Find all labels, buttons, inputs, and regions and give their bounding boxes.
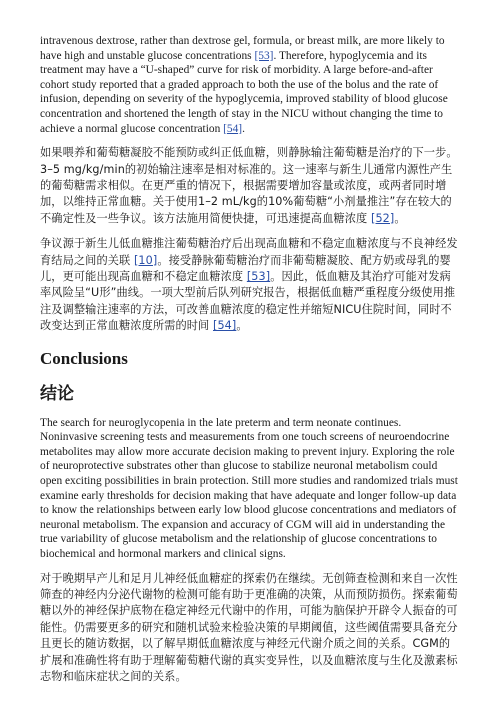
paragraph-zh-2	[40, 236, 460, 334]
citation-link[interactable]: [53]	[254, 49, 274, 62]
text: 争议源于新生儿低血糖推注葡萄糖治疗后出现高血糖和不稳定血糖浓度与不良神经发育结局之间的关联	[40, 237, 458, 267]
citation-link[interactable]: [53]	[246, 270, 271, 283]
text: 如果喂养和葡萄糖凝胶不能预防或纠正低血糖，则静脉输注葡萄糖是治疗的下一步。3–5 mg/kg/min的初始输注速率是相对标准的。这一速率与新生儿通常内源性产生的葡萄糖需求相似。在更严重的情况下，根据需要增加容量或浓度，或两者同时增加，以维持正常血糖。关于使用1–2 mL/kg的10%葡萄糖“小剂量推注”存在较大的不确定性及一些争议。该方法施用简便快捷，可迅速提高血糖浓度	[40, 146, 458, 225]
text: .	[242, 122, 245, 135]
citation-link[interactable]: [52]	[371, 211, 395, 225]
text: 。因此，低血糖及其治疗可能对发病率风险呈“U形”曲线。一项大型前后队列研究报告，根据低血糖严重程度分级使用推注及调整输注速率的方法，可改善血糖浓度的稳定性并缩短NICU住院时间，同时不改变达到正常血糖浓度所需的时间	[40, 270, 456, 333]
text: 。	[236, 319, 248, 333]
paragraph-en-conclusions: The search for neuroglycopenia in the late preterm and term neonate continues. Noninvasive screening tests and measurements from one touch screens of neuroendocrine metabolites may allow more accurate decision making to prevent injury. Exploring the role of neuroprotective substrates other than glucose to stabilize neuronal metabolism could open exciting possibilities in brain protection. Still more studies and randomized trials must examine early thresholds for decision making that have adequate and longer follow-up data to know the relationships between early low blood glucose concentrations and mediators of neuronal metabolism. The expansion and accuracy of CGM will aid in understanding the true variability of glucose metabolism and the relationship of glucose concentrations to biochemical and hormonal markers and clinical signs.	[40, 416, 458, 560]
section-heading-zh: 结论	[40, 383, 74, 404]
paragraph-zh-1	[40, 145, 460, 227]
text: . Therefore, hypoglycemia and its treatment may have a “U-shaped” curve for risk of morbidity. A large before-and-after cohort study reported that a graded approach to both the use of the bolus and the rate of infusion, depending on severity of the hypoglycemia, improved stability of blood glucose concentration and shortened the length of stay in the NICU without changing the time to achieve a normal glucose concentration	[40, 49, 448, 135]
text: 。接受静脉葡萄糖治疗而非葡萄糖凝胶、配方奶或母乳的婴儿，更可能出现高血糖和不稳定血糖浓度	[40, 253, 451, 283]
section-heading-en: Conclusions	[40, 348, 128, 368]
citation-link[interactable]: [54]	[223, 122, 243, 135]
citation-link[interactable]: [10]	[133, 253, 158, 267]
text: 。	[394, 211, 406, 225]
paragraph-en-1	[40, 34, 460, 136]
paragraph-zh-conclusions: 对于晚期早产儿和足月儿神经低血糖症的探索仍在继续。无创筛查检测和来自一次性筛查的神经内分泌代谢物的检测可能有助于更准确的决策，从而预防损伤。探索葡萄糖以外的神经保护底物在稳定神经元代谢中的作用，可能为脑保护开辟令人振奋的可能性。仍需要更多的研究和随机试验来检验决策的早期阈值，这些阈值需要具备充分且更长的随访数据，以了解早期低血糖浓度与神经元代谢介质之间的关系。CGM的扩展和准确性将有助于理解葡萄糖代谢的真实变异性，以及血糖浓度与生化及激素标志物和临床症状之间的关系。	[40, 571, 458, 683]
text: intravenous dextrose, rather than dextrose gel, formula, or breast milk, are more likely to have high and unstable glucose concentrations	[40, 35, 445, 62]
citation-link[interactable]: [54]	[212, 319, 237, 333]
